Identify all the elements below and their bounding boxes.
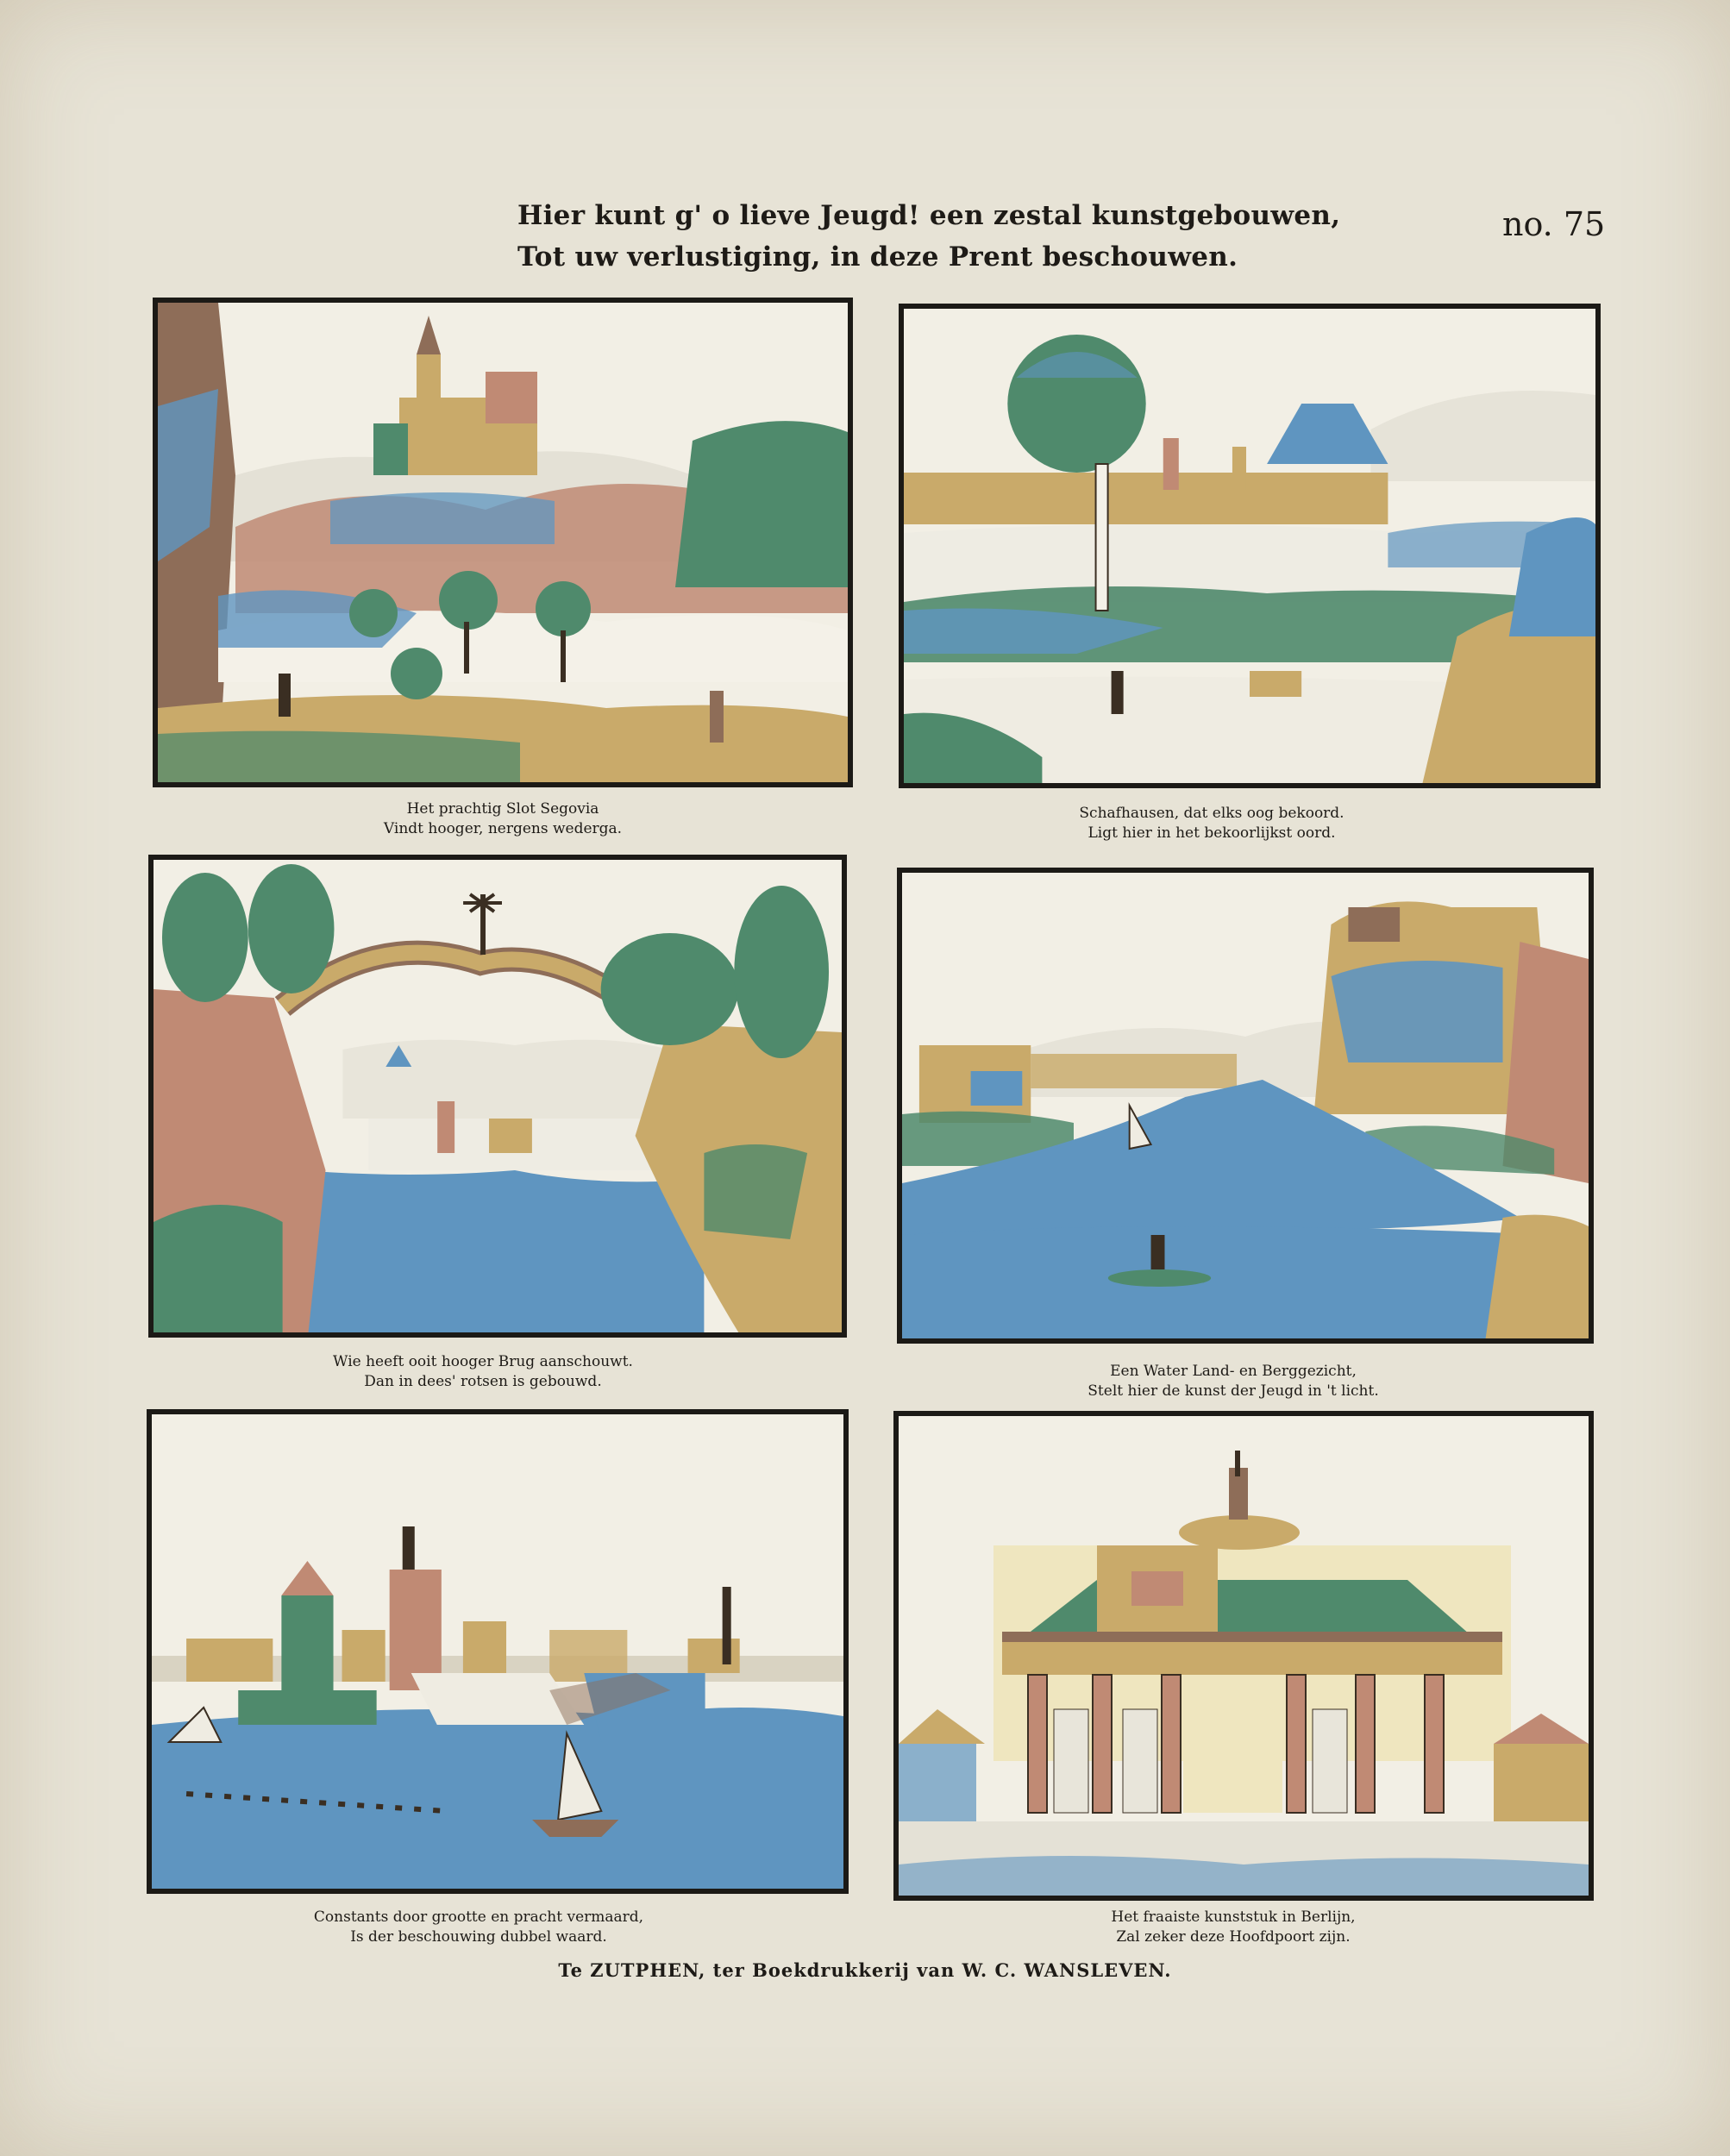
printer-imprint: Te ZUTPHEN, ter Boekdrukkerij van W. C. WANSLEVEN. xyxy=(558,1959,1172,1981)
plate-number: no. 75 xyxy=(1502,205,1606,243)
caption-rock-bridge xyxy=(259,1352,707,1392)
caption-line: Vindt hooger, nergens wederga. xyxy=(383,820,623,837)
caption-line: Zal zeker deze Hoofdpoort zijn. xyxy=(1116,1928,1351,1946)
caption-line: Schafhausen, dat elks oog bekoord. xyxy=(1079,805,1345,822)
panel-rock-bridge xyxy=(148,855,847,1338)
caption-line: Wie heeft ooit hooger Brug aanschouwt. xyxy=(333,1353,633,1370)
caption-line: Het prachtig Slot Segovia xyxy=(406,800,599,818)
caption-line: Constants door grootte en pracht vermaard, xyxy=(313,1908,644,1926)
caption-berlin-gate xyxy=(1009,1908,1457,1947)
caption-line: Een Water Land- en Berggezicht, xyxy=(1110,1363,1357,1380)
print-title xyxy=(517,195,1341,278)
caption-constantinople xyxy=(237,1908,720,1947)
caption-line: Ligt hier in het bekoorlijkst oord. xyxy=(1088,824,1336,842)
schaffhausen-illustration xyxy=(904,309,1595,783)
title-line-2: Tot uw verlustiging, in deze Prent beschouwen. xyxy=(517,241,1238,273)
caption-line: Dan in dees' rotsen is gebouwd. xyxy=(364,1373,602,1390)
constantinople-illustration xyxy=(152,1414,843,1889)
rock-bridge-illustration xyxy=(154,860,842,1332)
panel-water-mountain xyxy=(897,868,1594,1344)
caption-segovia xyxy=(287,799,718,839)
caption-line: Is der beschouwing dubbel waard. xyxy=(350,1928,607,1946)
panel-berlin-gate xyxy=(893,1411,1594,1901)
caption-line: Stelt hier de kunst der Jeugd in 't licht. xyxy=(1088,1382,1379,1400)
caption-line: Het fraaiste kunststuk in Berlijn, xyxy=(1111,1908,1356,1926)
water-mountain-illustration xyxy=(902,873,1589,1338)
panel-schaffhausen xyxy=(899,304,1601,788)
panel-constantinople xyxy=(147,1409,849,1894)
berlin-gate-illustration xyxy=(899,1416,1589,1896)
caption-water-mountain xyxy=(1009,1362,1457,1401)
panel-segovia-castle xyxy=(153,298,853,787)
title-line-1: Hier kunt g' o lieve Jeugd! een zestal kunstgebouwen, xyxy=(517,200,1341,231)
caption-schaffhausen xyxy=(996,804,1427,843)
segovia-castle-illustration xyxy=(158,303,848,782)
